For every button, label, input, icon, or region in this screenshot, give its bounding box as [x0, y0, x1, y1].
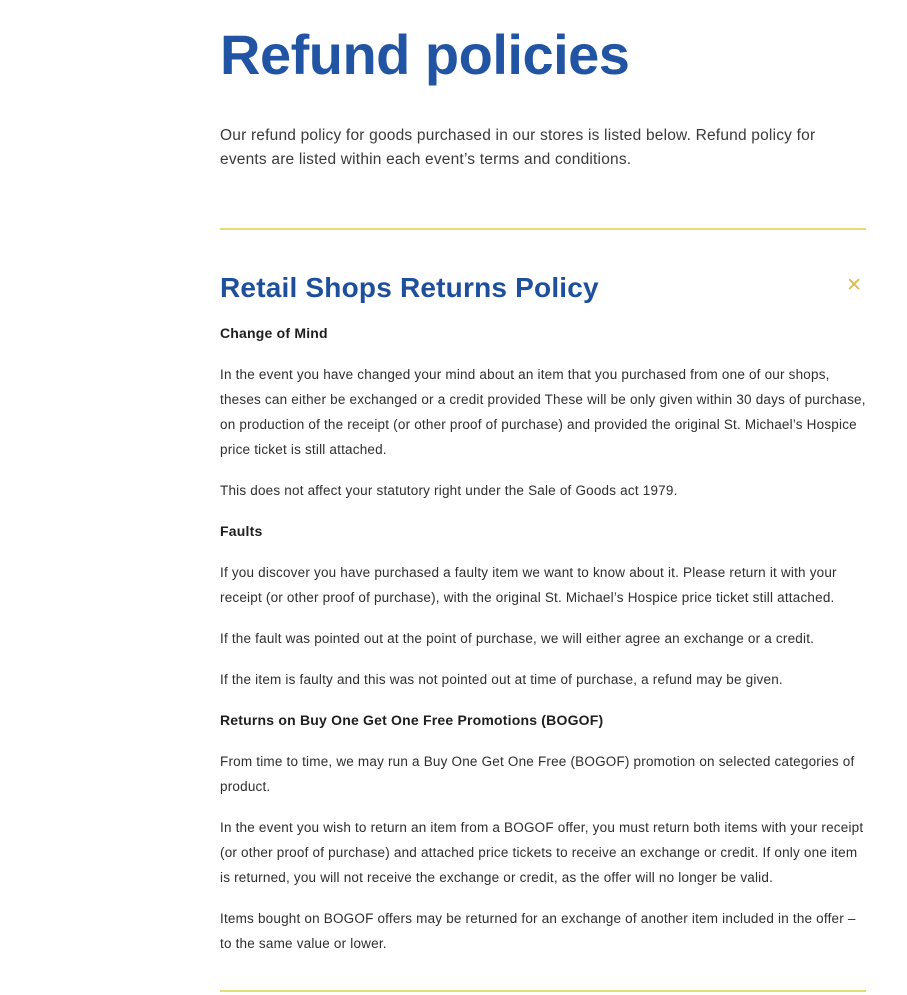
subsection-heading: Change of Mind	[220, 325, 328, 341]
close-icon[interactable]: ✕	[842, 273, 866, 299]
policy-paragraph: From time to time, we may run a Buy One Get One Free (BOGOF) promotion on selected categories of product.	[220, 754, 855, 794]
intro-paragraph: Our refund policy for goods purchased in our stores is listed below. Refund policy for events are listed within each event’s terms and conditions.	[220, 127, 816, 168]
policy-paragraph: In the event you have changed your mind about an item that you purchased from one of our shops, theses can either be exchanged or a credit provided These will be only given within 30 days of purchase, on production of the receipt (or other proof of purchase) and provided the original St. Michael’s Hospice price ticket is still attached.	[220, 367, 866, 457]
policy-paragraph: If the item is faulty and this was not pointed out at time of purchase, a refund may be given.	[220, 672, 783, 687]
content-column	[220, 0, 866, 956]
page-title: Refund policies	[220, 23, 630, 86]
policy-paragraph: This does not affect your statutory right under the Sale of Goods act 1979.	[220, 483, 678, 498]
policy-paragraph: If you discover you have purchased a faulty item we want to know about it. Please return it with your receipt (or other proof of purchase), with the original St. Michael’s Hospice price ticket still attached.	[220, 565, 837, 605]
bottom-divider	[220, 990, 866, 992]
accordion-title[interactable]: Retail Shops Returns Policy	[220, 272, 599, 303]
subsection-heading: Faults	[220, 523, 263, 539]
accordion-body	[220, 321, 866, 956]
accordion-header	[220, 271, 866, 305]
subsection-heading: Returns on Buy One Get One Free Promotions (BOGOF)	[220, 712, 604, 728]
policy-paragraph: Items bought on BOGOF offers may be returned for an exchange of another item included in the offer – to the same value or lower.	[220, 911, 856, 951]
section-divider	[220, 228, 866, 230]
policy-paragraph: If the fault was pointed out at the point of purchase, we will either agree an exchange or a credit.	[220, 631, 815, 646]
policy-paragraph: In the event you wish to return an item from a BOGOF offer, you must return both items with your receipt (or other proof of purchase) and attached price tickets to receive an exchange or credit. If only one item is returned, you will not receive the exchange or credit, as the offer will no longer be valid.	[220, 820, 864, 885]
